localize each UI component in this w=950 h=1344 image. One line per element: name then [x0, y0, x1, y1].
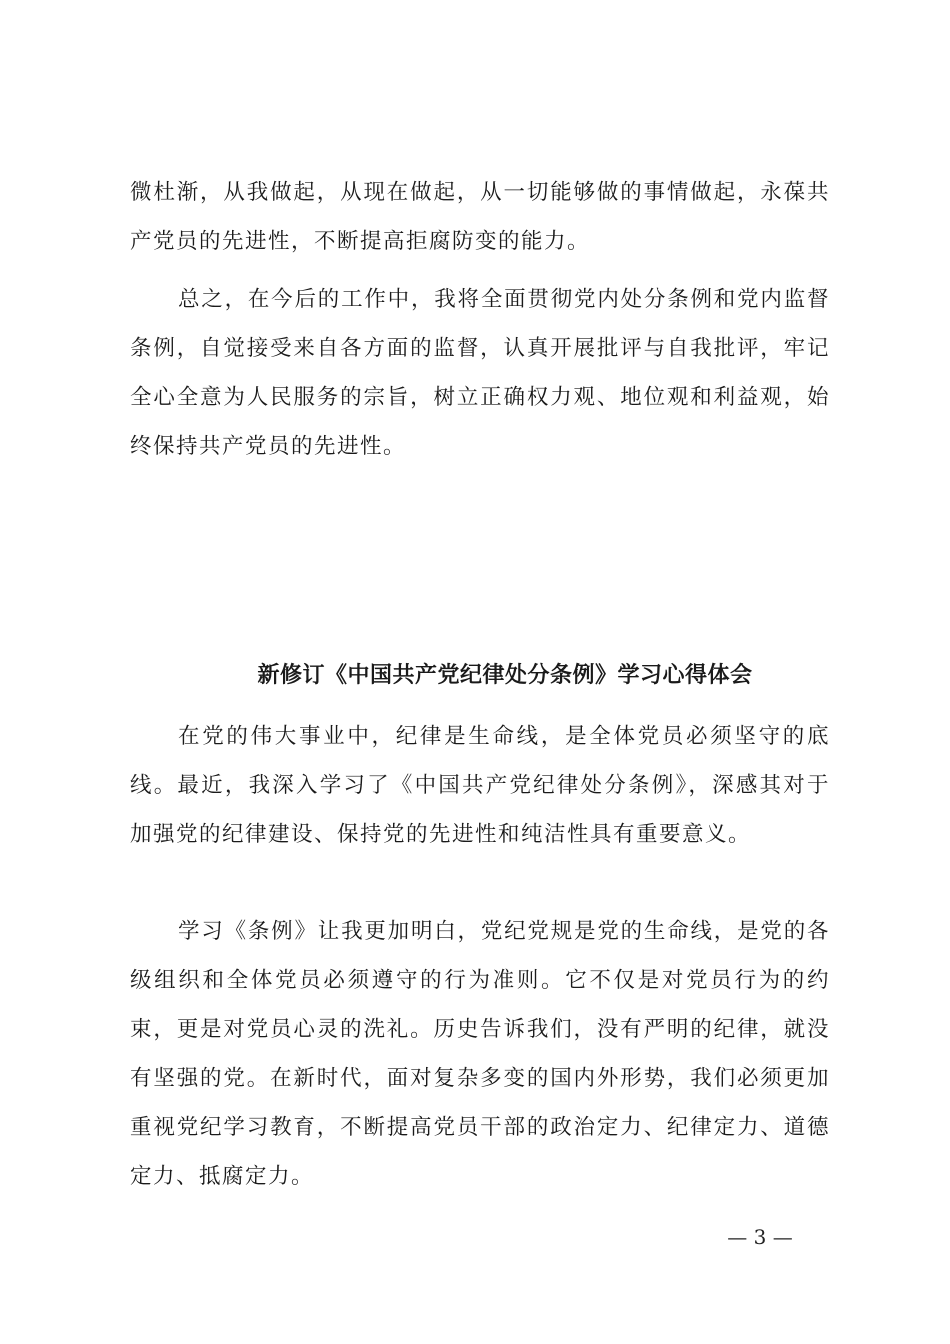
- page-number: — 3 —: [727, 1225, 793, 1249]
- paragraph-intro: 在党的伟大事业中，纪律是生命线，是全体党员必须坚守的底线。最近，我深入学习了《中国共产党纪律处分条例》，深感其对于加强党的纪律建设、保持党的先进性和纯洁性具有重要意义。: [130, 724, 830, 847]
- paragraph-body: 学习《条例》让我更加明白，党纪党规是党的生命线，是党的各级组织和全体党员必须遵守的行为准则。它不仅是对党员行为的约束，更是对党员心灵的洗礼。历史告诉我们，没有严明的纪律，就没有坚强的党。在新时代，面对复杂多变的国内外形势，我们必须更加重视党纪学习教育，不断提高党员干部的政治定力、纪律定力、道德定力、抵腐定力。: [130, 919, 830, 1189]
- paragraph-continuation: 微杜渐，从我做起，从现在做起，从一切能够做的事情做起，永葆共产党员的先进性，不断提高拒腐防变的能力。: [130, 180, 830, 254]
- article-title: 新修订《中国共产党纪律处分条例》学习心得体会: [257, 663, 753, 688]
- paragraph-conclusion: 总之，在今后的工作中，我将全面贯彻党内处分条例和党内监督条例，自觉接受来自各方面的监督，认真开展批评与自我批评，牢记全心全意为人民服务的宗旨，树立正确权力观、地位观和利益观，始终保持共产党员的先进性。: [130, 287, 830, 459]
